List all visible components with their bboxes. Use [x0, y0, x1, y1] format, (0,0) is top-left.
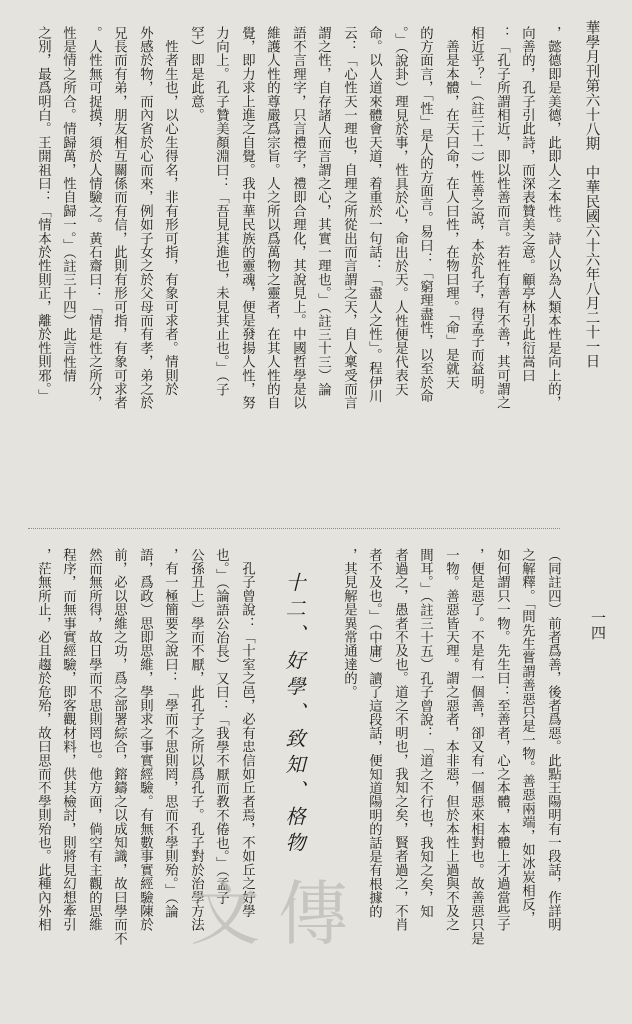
top-column-3: ：「孔子所謂相近，即以性善而言。若性有善有不善，其可謂之 [494, 26, 510, 410]
top-column-17: 外感於物，而內省於心而來，例如子女之於父母而有孝，弟之於 [137, 26, 153, 410]
bottom-column-14: 語，爲政）思即思維，學則求之事實經驗。有無數事實經驗陳於 [137, 548, 153, 932]
top-column-2: 向善的，孔子引此詩，而深表贊美之意。顧亭林引此衍嵩曰 [519, 26, 535, 383]
bottom-column-6: 間耳。」（註三十五）孔子曾說：「道之不行也，我知之矣，知 [417, 548, 433, 919]
top-column-13: 覺，即力求上進之自覺。我中華民族的靈魂，便是發揚人性，努 [239, 26, 255, 410]
bottom-column-8: 者不及也。」（中庸）讀了這段話，便知道陽明的話是有根據的 [366, 548, 382, 919]
top-column-8: 命。以人道來體會天道，着重於一句話：「盡人之性」。程伊川 [366, 26, 382, 403]
bottom-column-13: ，有一極簡要之說曰：「學而不思則罔，思而不學則殆。」（論 [162, 548, 178, 919]
top-column-15: 罕）即是此意。 [188, 26, 204, 122]
top-column-14: 力向上。孔子贊美顏淵曰：「吾見其進也，未見其止也。」（子 [213, 26, 229, 397]
top-column-5: 善是本體，在天曰命，在人曰性，在物曰理。「命」是就天 [443, 26, 459, 390]
bottom-column-15: 前，必以思維之功，爲之部署綜合，鎔鑄之以成知識，故曰學而不 [111, 548, 127, 946]
top-column-21: 之別，最爲明白。王開祖曰：「情本於性則正，離於性則邪。」 [35, 26, 51, 403]
bottom-column-17: 程序，而無事實經驗，即客觀材料，供其檢討，則將見幻想牽引 [60, 548, 76, 932]
top-column-1: ，懿德即是美德，此即人之本性。詩人以為人類本性是向上的， [545, 26, 561, 410]
top-column-16: 性者生也，以心生得名，非有形可指，有象可求者。情則於 [162, 26, 178, 396]
bottom-column-9: ，其見解是異常通達的。 [341, 548, 357, 699]
watermark-text: 文傳 [190, 873, 366, 955]
top-column-4: 相近乎？」（註三十二）性善之說，本於孔子，得孟子而益明。 [468, 26, 484, 403]
bottom-column-18: ，茫無所止，必且趨於危殆，故曰思而不學則殆也。此種內外相 [35, 548, 51, 932]
top-column-6: 的方面言，「性」是人的方面言。易曰：「窮理盡性，以至於命 [417, 26, 433, 403]
section-heading: 十二、好學、致知、格物 [282, 572, 306, 858]
top-column-20: 性是情之所合。情歸萬，性自歸一。」（註三十四）此言性情 [60, 26, 76, 383]
running-header: 華學月刊第六十八期 中華民國六十六年八月二十一日 [583, 20, 600, 368]
bottom-column-12: 公孫丑上）學而不厭，此孔子之所以爲孔子。孔子對於治學方法 [188, 548, 204, 932]
bottom-column-5: 一物。善惡皆天理。謂之惡者，本非惡，但於本性上過與不及之 [443, 548, 459, 932]
bottom-column-4: ，便是惡了。不是有一個善，卻又有一個惡來相對也。故善惡只是 [468, 548, 484, 946]
bottom-column-7: 者過之，愚者不及也。道之不明也，我知之矣，賢者過之，不肖 [392, 548, 408, 932]
page-number: 一四 [589, 610, 607, 640]
library-watermark [190, 858, 366, 959]
bottom-column-11: 也。」（論語公冶長）又曰：「我學不厭而教不倦也。」（孟子 [213, 548, 229, 905]
top-column-19: 。人性無可捉摸，須於人情驗之。黃石齋曰：「情是性之所分， [86, 26, 102, 410]
bottom-column-16: 然而無所得，故日學而不思則罔也。他方面，倘空有主觀的思維 [86, 548, 102, 932]
block-divider [28, 528, 560, 529]
top-column-11: 語不言理字，只言禮字，禮即合理化，其說見上。中國哲學是以 [290, 26, 306, 410]
top-column-9: 云：「心性天一理也，自理之所從出而言謂之天，自人稟受而言 [341, 26, 357, 410]
top-column-7: 。」（說卦）理見於事，性具於心，命出於天。人性便是代表天 [392, 26, 408, 397]
top-column-10: 謂之性，自存諸人而言謂之心，其實一理也。」（註三十三）論 [315, 26, 331, 397]
bottom-column-10: 孔子曾說：「十室之邑，必有忠信如丘者焉，不如丘之好學 [239, 548, 255, 918]
bottom-column-3: 如何謂只一物。先生曰：至善者，心之本體，本體上才過當些子 [494, 548, 510, 932]
bottom-column-1: （同註四）前者爲善，後者爲惡。此點王陽明有一段話，作詳明 [545, 548, 561, 932]
top-column-12: 維護人性的尊嚴爲宗旨。人之所以爲萬物之靈者，在其人性的自 [264, 26, 280, 410]
bottom-column-2: 之解釋。「問先生嘗謂善惡只是一物。善惡兩端，如冰炭相反， [519, 548, 535, 925]
top-column-18: 兄長而有弟，朋友相互關係而有信，此則有形可指，有象可求者 [111, 26, 127, 410]
